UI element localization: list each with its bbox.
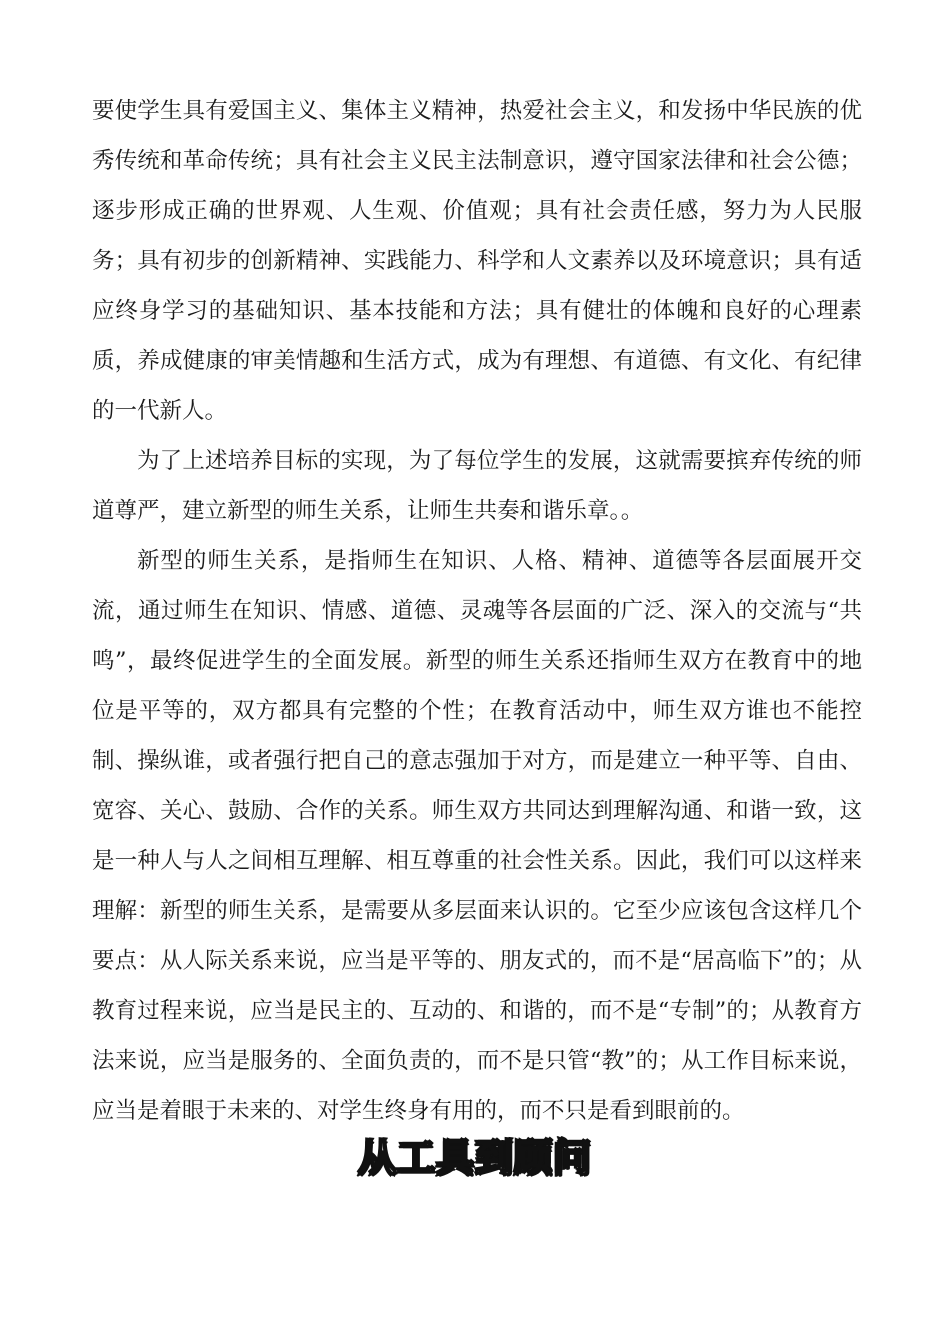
paragraph-new-relationship-intro: 为了上述培养目标的实现，为了每位学生的发展，这就需要摈弃传统的师道尊严，建立新型的师生关系，让师生共奏和谐乐章。。: [92, 448, 862, 524]
paragraph-goals: 要使学生具有爱国主义、集体主义精神，热爱社会主义，和发扬中华民族的优秀传统和革命传统；具有社会主义民主法制意识，遵守国家法律和社会公德；逐步形成正确的世界观、人生观、价值观；具有社会责任感，努力为人民服务；具有初步的创新精神、实践能力、科学和人文素养以及环境意识；具有适应终身学习的基础知识、基本技能和方法；具有健壮的体魄和良好的心理素质，养成健康的审美情趣和生活方式，成为有理想、有道德、有文化、有纪律的一代新人。: [92, 98, 862, 424]
section-heading: 从工具到顾问: [357, 1136, 592, 1180]
paragraph-new-relationship-definition: 新型的师生关系，是指师生在知识、人格、精神、道德等各层面展开交流，通过师生在知识、情感、道德、灵魂等各层面的广泛、深入的交流与“共鸣”，最终促进学生的全面发展。新型的师生关系还指师生双方在教育中的地位是平等的，双方都具有完整的个性；在教育活动中，师生双方谁也不能控制、操纵谁，或者强行把自己的意志强加于对方，而是建立一种平等、自由、宽容、关心、鼓励、合作的关系。师生双方共同达到理解沟通、和谐一致，这是一种人与人之间相互理解、相互尊重的社会性关系。因此，我们可以这样来理解：新型的师生关系，是需要从多层面来认识的。它至少应该包含这样几个要点：从人际关系来说，应当是平等的、朋友式的，而不是“居高临下”的；从教育过程来说，应当是民主的、互动的、和谐的，而不是“专制”的；从教育方法来说，应当是服务的、全面负责的，而不是只管“教”的；从工作目标来说，应当是着眼于未来的、对学生终身有用的，而不只是看到眼前的。: [92, 548, 862, 1124]
document-body: [92, 86, 862, 1136]
